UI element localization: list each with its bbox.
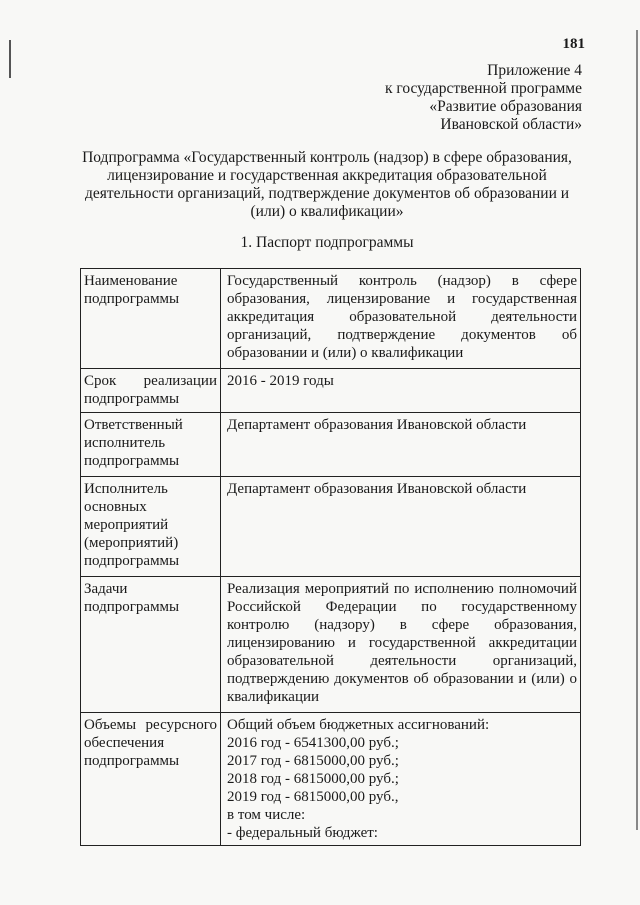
title-line: Подпрограмма «Государственный контроль (надзор) в сфере образования, (82, 149, 572, 166)
label-line: Ответственный (84, 417, 183, 433)
label-line: подпрограммы (84, 753, 180, 769)
value-line: подтверждению документов об образовании и (или) о (227, 671, 577, 687)
value-line: Реализация мероприятий по исполнению полномочий (227, 581, 577, 597)
title-line: (или) о квалификации» (250, 203, 404, 220)
row-value (221, 413, 581, 477)
label-line: основных (84, 499, 147, 515)
value-line: лицензированию и государственной аккредитации (227, 635, 577, 651)
row-value (221, 577, 581, 713)
value-line: в том числе: (227, 807, 306, 823)
value-line: 2018 год - 6815000,00 руб.; (227, 771, 399, 787)
label-line: подпрограммы (84, 599, 180, 615)
value-line: образовательной деятельности организаций, (227, 653, 577, 669)
table-row (81, 713, 581, 846)
value-line: 2017 год - 6815000,00 руб.; (227, 753, 399, 769)
row-label (81, 713, 221, 846)
row-value (221, 713, 581, 846)
value-line: 2016 год - 6541300,00 руб.; (227, 735, 399, 751)
label-line: Исполнитель (84, 481, 168, 497)
value-line: Департамент образования Ивановской области (227, 481, 527, 497)
title-line: деятельности организаций, подтверждение документов об образовании и (84, 185, 570, 202)
row-value (221, 369, 581, 413)
scan-margin-mark (9, 40, 11, 78)
page-number: 181 (562, 36, 585, 52)
table-row (81, 577, 581, 713)
label-line: Наименование (84, 273, 178, 289)
label-line: подпрограммы (84, 291, 180, 307)
label-line: исполнитель (84, 435, 166, 451)
appendix-note (252, 62, 582, 134)
value-line: организаций, подтверждение документов об (227, 327, 577, 343)
value-line: Департамент образования Ивановской области (227, 417, 527, 433)
label-line: Срок реализации (84, 373, 217, 389)
row-label (81, 477, 221, 577)
appendix-line: к государственной программе (384, 80, 582, 97)
value-line: Общий объем бюджетных ассигнований: (227, 717, 490, 733)
table-row (81, 413, 581, 477)
title-line: лицензирование и государственная аккредитация образовательной (107, 167, 547, 184)
label-line: подпрограммы (84, 391, 180, 407)
label-line: Объемы ресурсного (84, 717, 217, 733)
appendix-line: Приложение 4 (487, 62, 582, 79)
row-value (221, 477, 581, 577)
row-label (81, 413, 221, 477)
section-heading: 1. Паспорт подпрограммы (240, 234, 414, 251)
row-label (81, 369, 221, 413)
value-line: контролю (надзору) в сфере образования, (227, 617, 577, 633)
table-row (81, 269, 581, 369)
scan-edge-line (636, 30, 638, 830)
value-line: аккредитация образовательной деятельности (227, 309, 577, 325)
subprogram-title (72, 149, 582, 221)
table-row (81, 477, 581, 577)
label-line: обеспечения (84, 735, 165, 751)
value-line: Российской Федерации по государственному (227, 599, 577, 615)
value-line: образовании и (или) о квалификации (227, 345, 464, 361)
label-line: (мероприятий) (84, 535, 179, 551)
value-line: 2019 год - 6815000,00 руб., (227, 789, 399, 805)
appendix-line: Ивановской области» (440, 116, 582, 133)
passport-table (80, 268, 581, 846)
value-line: квалификации (227, 689, 320, 705)
value-line: образования, лицензирование и государственная (227, 291, 577, 307)
label-line: Задачи (84, 581, 128, 597)
label-line: подпрограммы (84, 553, 180, 569)
value-line: 2016 - 2019 годы (227, 373, 334, 389)
label-line: подпрограммы (84, 453, 180, 469)
row-label (81, 269, 221, 369)
table-row (81, 369, 581, 413)
value-line: Государственный контроль (надзор) в сфере (227, 273, 577, 289)
value-line: - федеральный бюджет: (227, 825, 378, 841)
row-value (221, 269, 581, 369)
appendix-line: «Развитие образования (429, 98, 582, 115)
label-line: мероприятий (84, 517, 169, 533)
row-label (81, 577, 221, 713)
